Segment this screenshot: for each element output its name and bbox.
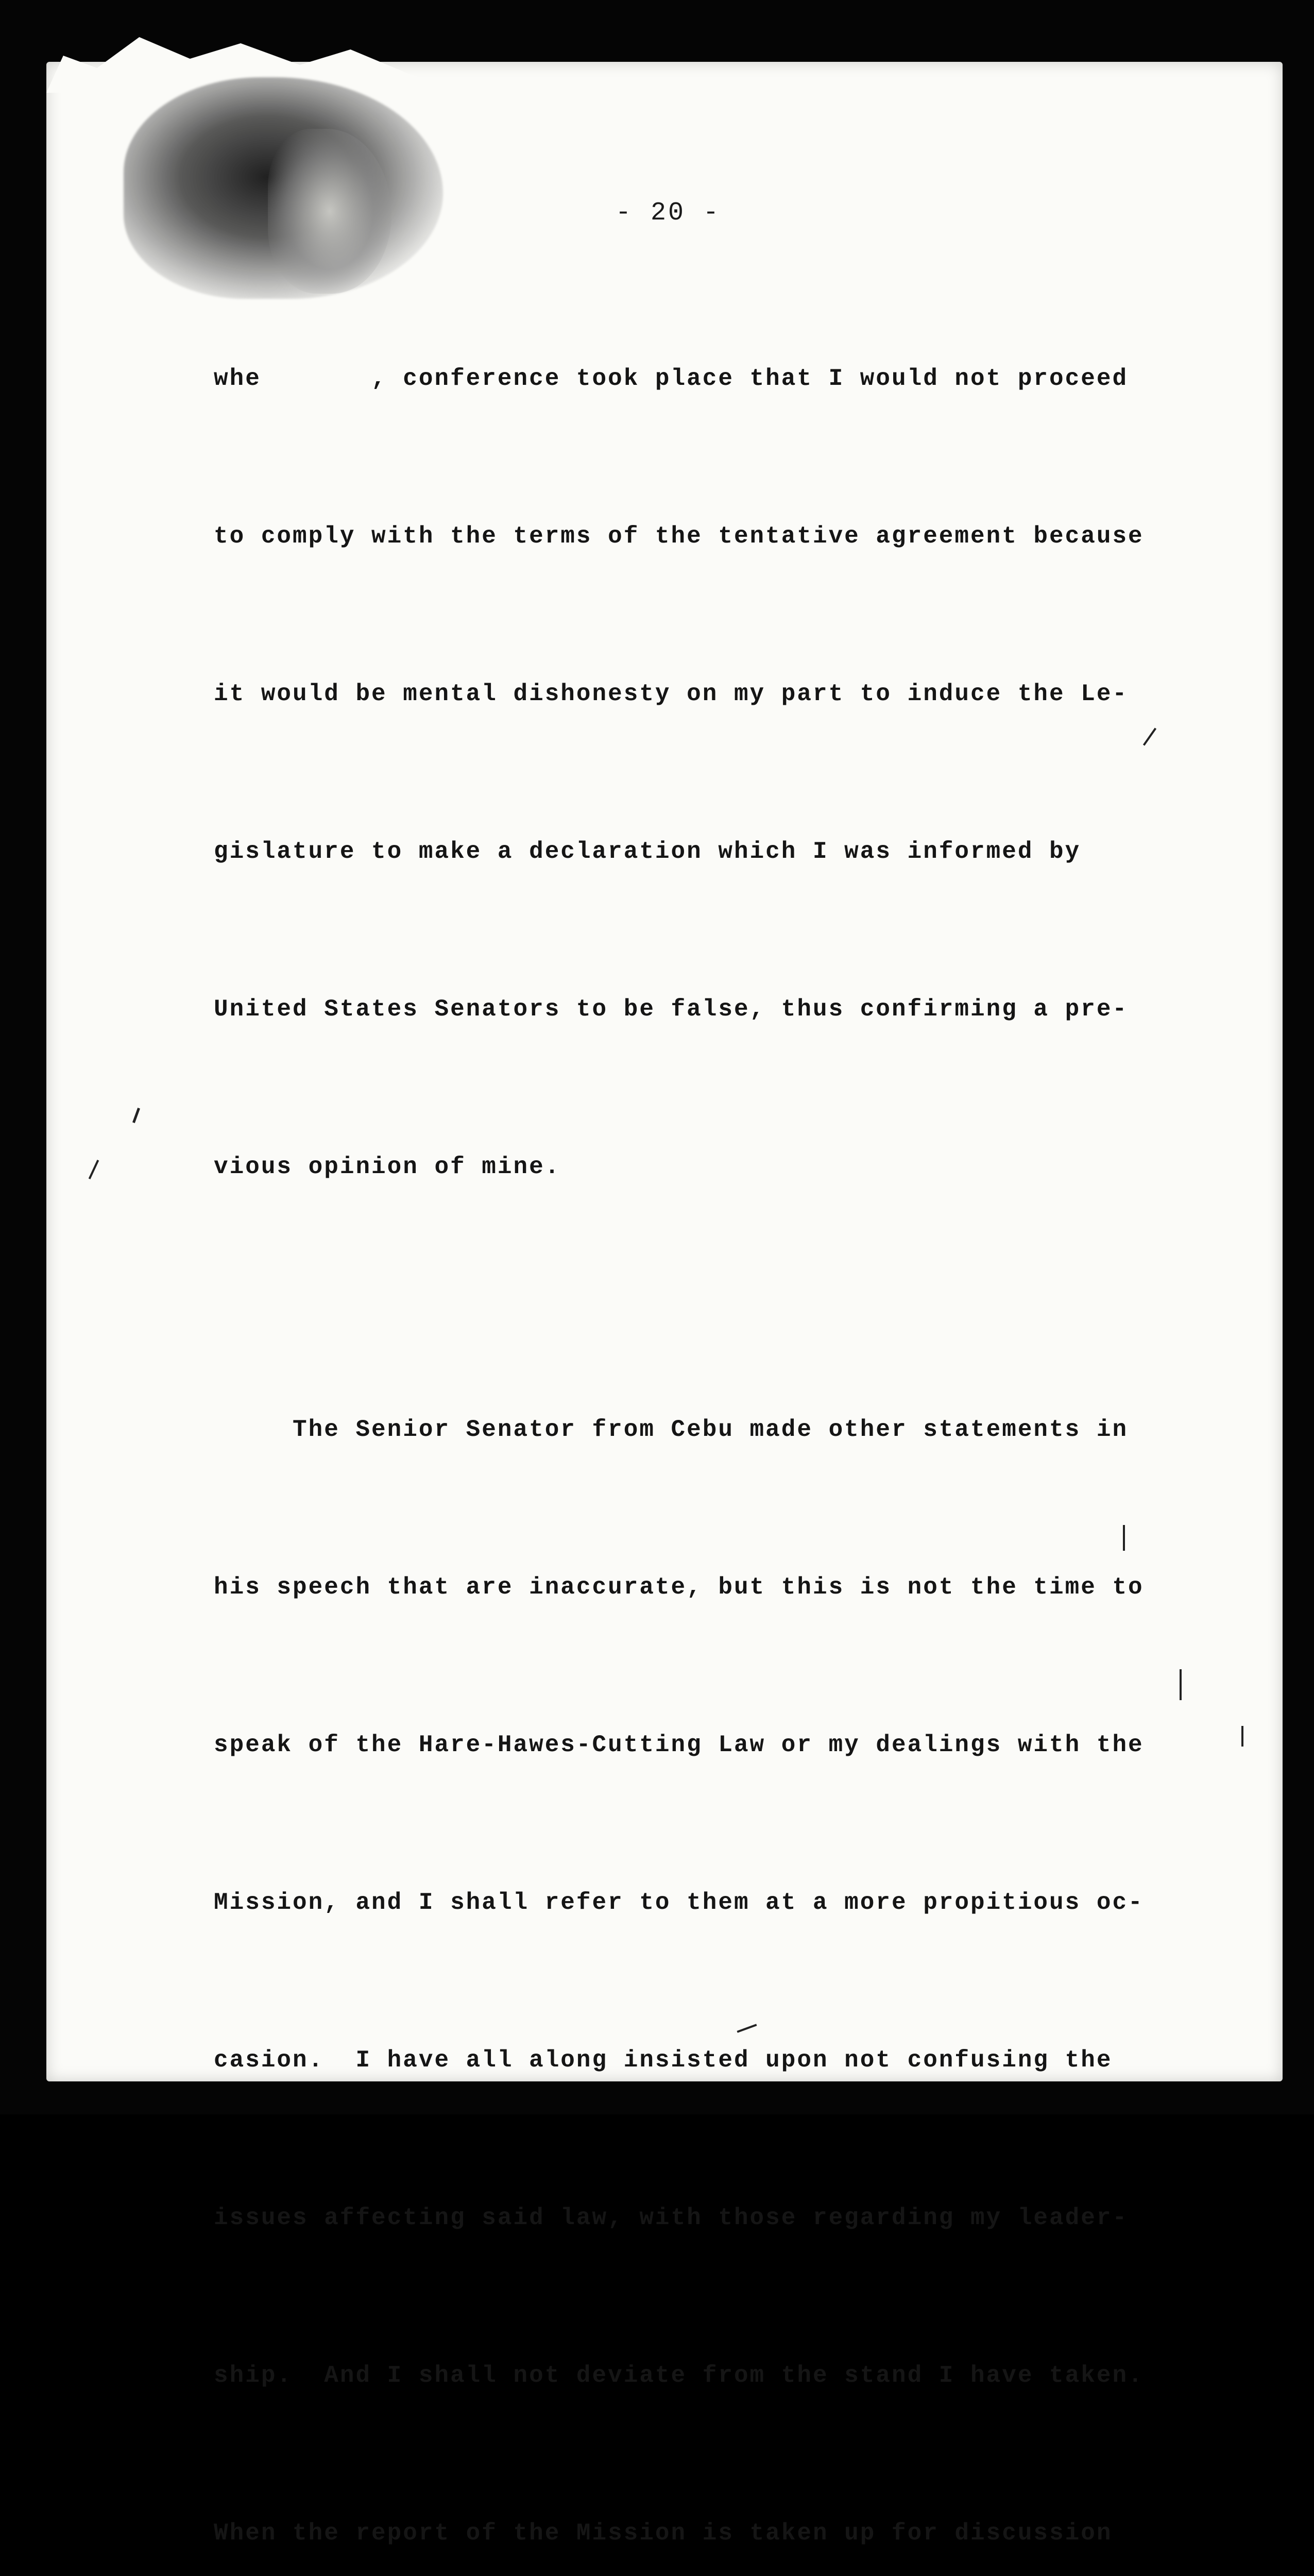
text-line: to comply with the terms of the tentative agreement because: [214, 523, 1144, 550]
page-number: - 20 -: [616, 198, 721, 228]
text-line: his speech that are inaccurate, but this is not the time to: [214, 1574, 1144, 1601]
text-line: issues affecting said law, with those regarding my leader-: [214, 2205, 1129, 2231]
pencil-mark: [1241, 1726, 1243, 1747]
paragraph-2: [214, 1298, 1172, 2576]
text-line: speak of the Hare-Hawes-Cutting Law or my dealings with the: [214, 1732, 1144, 1758]
paragraph-1: [214, 247, 1172, 1298]
text-line: casion. I have all along insisted upon not confusing the: [214, 2047, 1113, 2074]
text-line: United States Senators to be false, thus confirming a pre-: [214, 996, 1129, 1023]
text-line: it would be mental dishonesty on my part to induce the Le-: [214, 681, 1129, 707]
text-line: vious opinion of mine.: [214, 1154, 561, 1180]
pencil-mark: [1180, 1669, 1182, 1700]
text-line: whe , conference took place that I would not proceed: [214, 365, 1129, 392]
text-line: Mission, and I shall refer to them at a more propitious oc-: [214, 1889, 1144, 1916]
text-line: When the report of the Mission is taken up for discussion: [214, 2520, 1113, 2547]
body-text: [214, 247, 1172, 2576]
text-line: The Senior Senator from Cebu made other statements in: [214, 1416, 1129, 1443]
text-line: gislature to make a declaration which I was informed by: [214, 838, 1081, 865]
text-line: ship. And I shall not deviate from the stand I have taken.: [214, 2362, 1144, 2389]
pencil-mark: [1123, 1525, 1125, 1551]
